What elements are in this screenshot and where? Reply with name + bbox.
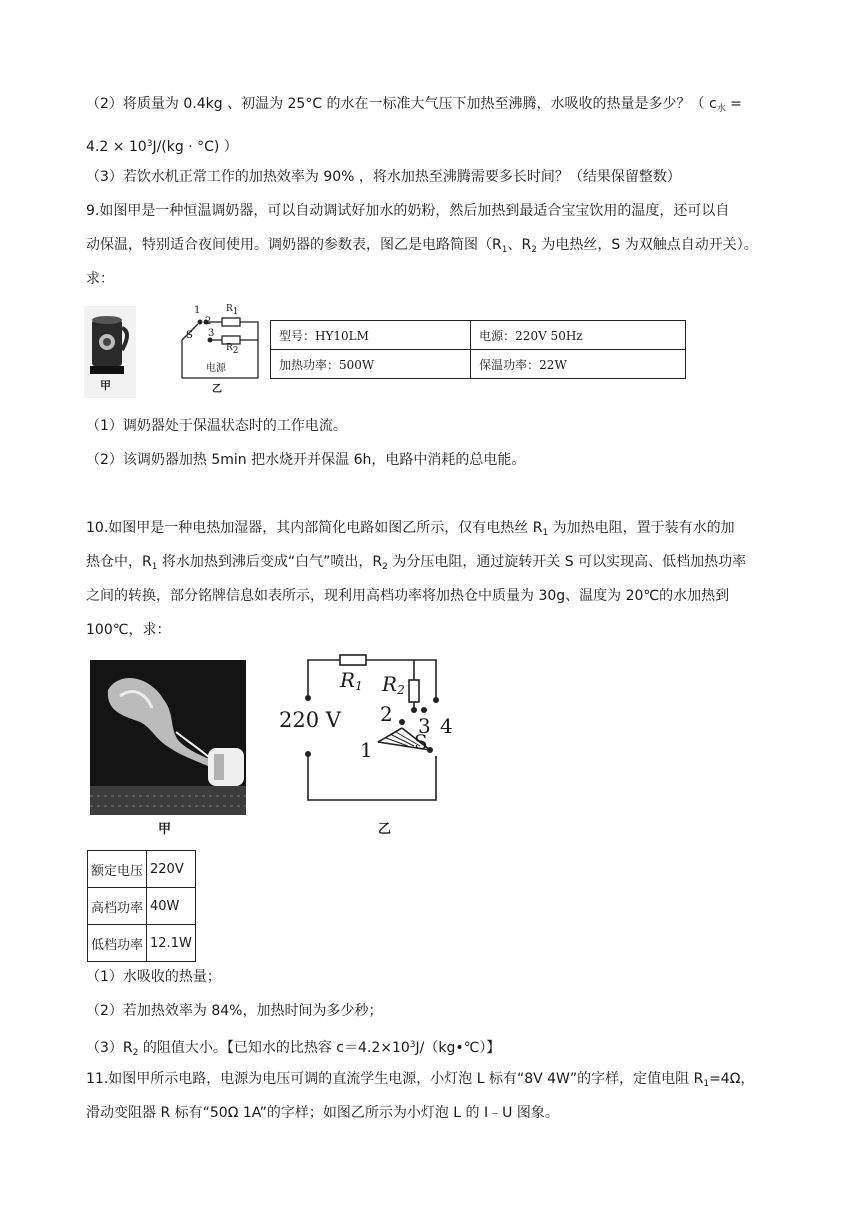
q10-line1: 10.如图甲是一种电热加湿器，其内部简化电路如图乙所示，仅有电热丝 $R_1$ 为加热电阻，置于装有水的加 [86,520,735,538]
q10-part1: （1）水吸收的热量； [86,969,221,985]
table-row [88,888,196,925]
q10-r2-label: $R_2$ [382,672,405,697]
spec-cell: 型号：HY10LM [271,321,471,350]
q10-node1: 1 [360,738,373,762]
rated-cell: 12.1W [147,925,196,962]
q9-node1: 1 [194,305,201,316]
q9-spec-table [270,320,686,379]
q10-node4: 4 [440,714,453,738]
q9-line3: 求： [86,271,114,287]
q9-power-label: 电源 [206,363,226,374]
humidifier-photo [90,660,246,815]
table-row [88,925,196,962]
spec-cell: 保温功率：22W [471,350,686,379]
q11-line1: 11.如图甲所示电路，电源为电压可调的直流学生电源，小灯泡 L 标有“8V 4W”的字样，定值电阻 $R_1=4\Omega$， [86,1071,755,1089]
q8-part2-line2: $4.2 \times 10^3J/(kg \cdot ^\circ C)$ ） [86,139,238,155]
q9-line1: 9.如图甲是一种恒温调奶器，可以自动调试好加水的奶粉，然后加热到最适合宝宝饮用的温度，还可以自 [86,203,730,219]
q10-voltage-label: 220 V [279,708,341,732]
q10-r1-label: $R_1$ [340,668,363,693]
spec-cell: 加热功率：500W [271,350,471,379]
q9-r2-label: R2 [226,343,239,356]
q10-line3: 之间的转换，部分铭牌信息如表所示，现利用高档功率将加热仓中质量为 30g、温度为 20℃的水加热到 [86,588,730,604]
q9-fig-yi-label: 乙 [212,384,222,395]
rated-cell: 低档功率 [88,925,147,962]
q9-r1-label: R1 [226,304,239,317]
q10-line4: 100℃，求： [86,622,171,638]
spec-cell: 电源：220V 50Hz [471,321,686,350]
table-row [271,350,686,379]
q10-switch-label: S [414,730,428,754]
q10-node2: 2 [380,702,393,726]
q10-rated-table [87,850,196,962]
q9-part2: （2）该调奶器加热 5min 把水烧开并保温 6h，电路中消耗的总电能。 [86,452,526,468]
rated-cell: 40W [147,888,196,925]
q10-line2: 热仓中，$R_1$ 将水加热到沸后变成“白气”喷出，$R_2$ 为分压电阻，通过旋转开关 S 可以实现高、低档加热功率 [86,554,747,572]
table-row [88,851,196,888]
q9-node3: 3 [208,328,215,339]
q10-fig-jia-label: 甲 [158,822,172,837]
table-row [271,321,686,350]
q9-node2: 2 [205,316,212,327]
q8-part2-line1: （2）将质量为 0.4kg 、初温为 25°C 的水在一标准大气压下加热至沸腾，水吸收的热量是多少？（ $c_水$ = [86,96,742,114]
q10-fig-yi-label: 乙 [378,822,392,837]
q11-line2: 滑动变阻器 R 标有“50Ω 1A”的字样；如图乙所示为小灯泡 L 的 I﹣U 图象。 [86,1105,559,1121]
q8-part3: （3）若饮水机正常工作的加热效率为 90% ，将水加热至沸腾需要多长时间？（结果保留整数） [86,169,681,185]
q9-switch-label: S [186,330,193,341]
rated-cell: 高档功率 [88,888,147,925]
q9-line2: 动保温，特别适合夜间使用。调奶器的参数表，图乙是电路简图（$R_1$、$R_2$ 为电热丝，S 为双触点自动开关）。 [86,237,758,255]
q10-part3: $(3)R_2$ 的阻值大小。【已知水的比热容 $c=4.2\times 10^3J/(kg•℃)$】 [86,1040,501,1058]
q9-part1: （1）调奶器处于保温状态时的工作电流。 [86,418,347,434]
q10-part2: （2）若加热效率为 84%，加热时间为多少秒； [86,1003,383,1019]
rated-cell: 额定电压 [88,851,147,888]
rated-cell: 220V [147,851,196,888]
q10-node3: 3 [418,714,431,738]
q9-fig-jia-label: 甲 [100,379,111,392]
